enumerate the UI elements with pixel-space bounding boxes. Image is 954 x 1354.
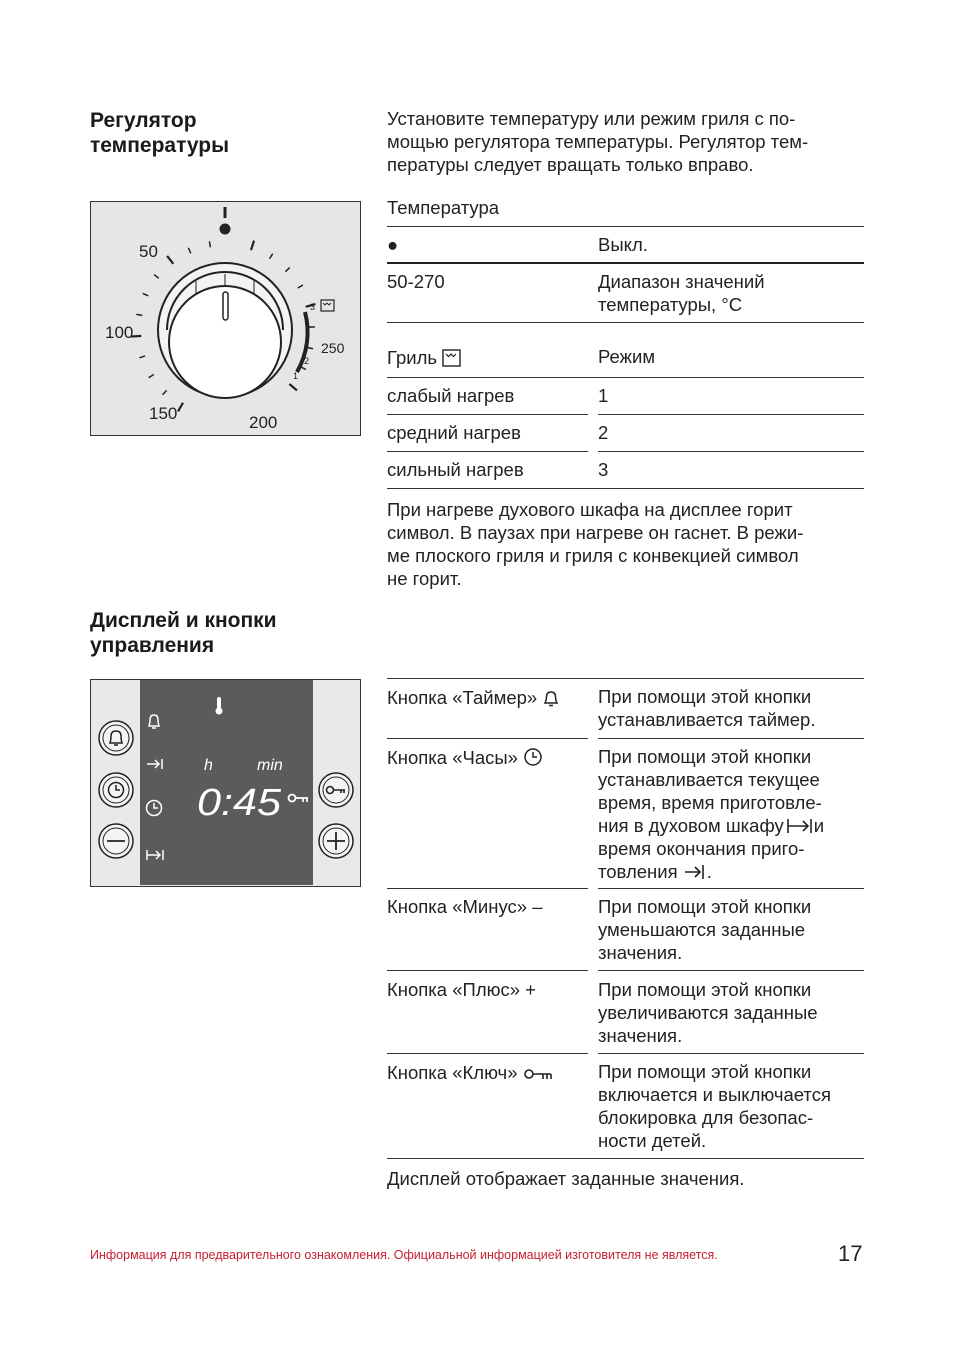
button-name-text: Кнопка «Таймер» xyxy=(387,687,538,708)
end-time-icon xyxy=(683,863,707,881)
text-line: Установите температуру или режим гриля с по- xyxy=(387,108,796,129)
dial-label-200: 200 xyxy=(249,413,278,432)
text-line: устанавливается таймер. xyxy=(598,709,816,730)
clock-button-desc xyxy=(598,745,824,883)
clock-icon xyxy=(523,747,543,767)
grill-label-1: 1 xyxy=(293,371,299,381)
table-rule xyxy=(387,738,588,739)
heading-line: температуры xyxy=(90,134,230,157)
clock-button[interactable] xyxy=(99,773,133,807)
clock-button-name xyxy=(387,746,543,769)
hours-label: h xyxy=(204,757,213,774)
temp-range: 50-270 xyxy=(387,271,445,292)
mode-label: Режим xyxy=(598,346,656,367)
note-paragraph xyxy=(387,498,864,590)
text-line: уменьшаются заданные xyxy=(598,919,806,940)
heading-line: Регулятор xyxy=(90,109,197,132)
dial-tick xyxy=(149,375,154,378)
dial-label-250: 250 xyxy=(321,340,345,356)
text-line: При помощи этой кнопки xyxy=(598,979,812,1000)
text-line: ния в духовом шкафу и xyxy=(598,815,825,836)
off-dot-icon xyxy=(220,224,231,235)
bell-icon xyxy=(542,689,560,707)
text-line: значения. xyxy=(598,1025,683,1046)
dial-tick xyxy=(162,390,166,394)
knob-pointer xyxy=(223,292,228,320)
text-line: устанавливается текущее xyxy=(598,769,820,790)
button-name-text: Кнопка «Ключ» xyxy=(387,1062,518,1083)
text-line: При помощи этой кнопки xyxy=(598,686,812,707)
minus-button-name: Кнопка «Минус» – xyxy=(387,896,543,917)
temperature-label: Температура xyxy=(387,197,500,218)
table-rule xyxy=(387,1053,588,1054)
table-rule xyxy=(387,888,588,889)
text-line: время, время приготовле- xyxy=(598,792,822,813)
key-button-desc xyxy=(598,1060,831,1152)
table-rule xyxy=(598,970,864,971)
text-line: Диапазон значений xyxy=(598,271,765,292)
temperature-dial-figure xyxy=(90,201,361,436)
table-rule xyxy=(598,414,864,415)
text-line: товления . xyxy=(598,861,712,882)
dial-tick xyxy=(139,356,145,358)
table-rule xyxy=(387,488,864,489)
button-name-text: Кнопка «Часы» xyxy=(387,747,518,768)
dial-tick xyxy=(188,248,190,253)
display-summary: Дисплей отображает заданные значения. xyxy=(387,1168,745,1189)
table-rule xyxy=(387,414,588,415)
heading-line: управления xyxy=(90,634,215,657)
section-heading-display-buttons xyxy=(90,608,277,658)
duration-icon xyxy=(784,817,814,835)
plus-button[interactable] xyxy=(319,824,353,858)
text-line: блокировка для безопас- xyxy=(598,1107,814,1128)
table-rule xyxy=(387,451,588,452)
text-line: температуры, °C xyxy=(598,294,743,315)
table-rule xyxy=(598,1053,864,1054)
text-line: При нагреве духового шкафа на дисплее горит xyxy=(387,499,793,520)
grill-row-value: 2 xyxy=(598,422,609,443)
table-rule xyxy=(387,322,864,323)
dial-tick xyxy=(154,275,159,279)
text-line: При помощи этой кнопки xyxy=(598,896,812,917)
dial-tick xyxy=(289,384,297,390)
text-line: включается и выключается xyxy=(598,1084,831,1105)
text-line: не горит. xyxy=(387,568,462,589)
grill-row-value: 1 xyxy=(598,385,609,406)
control-panel-illustration xyxy=(91,680,359,885)
dial-tick xyxy=(251,241,254,251)
table-rule xyxy=(387,226,864,227)
dial-tick xyxy=(136,314,142,315)
control-panel-figure xyxy=(90,679,361,887)
grill-icon xyxy=(442,349,461,367)
table-rule xyxy=(387,262,864,264)
key-icon xyxy=(523,1068,553,1082)
table-rule xyxy=(387,970,588,971)
key-button[interactable] xyxy=(319,773,353,807)
table-rule xyxy=(387,377,864,378)
time-readout: 0:45 xyxy=(197,782,282,824)
dial-tick xyxy=(298,285,303,288)
dial-label-100: 100 xyxy=(105,323,134,342)
section-heading-temperature-regulator xyxy=(90,108,229,158)
dial-tick xyxy=(285,267,289,271)
grill-label xyxy=(387,346,461,369)
off-symbol: ● xyxy=(387,234,399,255)
dial-label-150: 150 xyxy=(149,404,178,423)
temp-range-desc xyxy=(598,270,765,316)
timer-button-desc xyxy=(598,685,815,731)
text-line: При помощи этой кнопки xyxy=(598,1061,812,1082)
text-line: ме плоского гриля и гриля с конвекцией символ xyxy=(387,545,799,566)
minutes-label: min xyxy=(257,757,283,774)
grill-row-name: средний нагрев xyxy=(387,422,521,443)
dial-tick xyxy=(209,241,210,247)
plus-button-name: Кнопка «Плюс» + xyxy=(387,979,536,1000)
grill-row-value: 3 xyxy=(598,459,609,480)
grill-label-text: Гриль xyxy=(387,347,438,368)
off-value: Выкл. xyxy=(598,234,648,255)
table-rule xyxy=(598,738,864,739)
timer-button-name xyxy=(387,686,560,709)
minus-button[interactable] xyxy=(99,824,133,858)
text-line: При помощи этой кнопки xyxy=(598,746,812,767)
temperature-dial-illustration xyxy=(91,202,359,434)
table-rule xyxy=(387,678,864,679)
key-button-name xyxy=(387,1061,553,1084)
grill-label-3: 3 xyxy=(310,302,316,312)
dial-tick xyxy=(143,293,148,295)
grill-label-2: 2 xyxy=(304,356,310,366)
dial-tick xyxy=(167,256,173,264)
dial-label-50: 50 xyxy=(139,242,158,261)
heading-line: Дисплей и кнопки xyxy=(90,609,277,632)
disclaimer: Информация для предварительного ознакомления. Официальной информацией изготовителя не является. xyxy=(90,1248,718,1262)
text-line: мощью регулятора температуры. Регулятор тем- xyxy=(387,131,809,152)
text-line: пературы следует вращать только вправо. xyxy=(387,154,754,175)
intro-paragraph xyxy=(387,107,864,176)
timer-button[interactable] xyxy=(99,721,133,755)
dial-tick xyxy=(178,403,183,412)
grill-row-name: слабый нагрев xyxy=(387,385,515,406)
page-number: 17 xyxy=(838,1241,863,1266)
table-rule xyxy=(387,1158,864,1159)
table-rule xyxy=(598,888,864,889)
text-line: символ. В паузах при нагреве он гаснет. В режи- xyxy=(387,522,804,543)
table-rule xyxy=(598,451,864,452)
text-line: ности детей. xyxy=(598,1130,707,1151)
minus-button-desc xyxy=(598,895,811,964)
dial-tick xyxy=(270,254,273,259)
grill-icon xyxy=(321,300,334,311)
text-line: увеличиваются заданные xyxy=(598,1002,818,1023)
text-line: время окончания приго- xyxy=(598,838,805,859)
text-line: значения. xyxy=(598,942,683,963)
plus-button-desc xyxy=(598,978,818,1047)
grill-row-name: сильный нагрев xyxy=(387,459,524,480)
